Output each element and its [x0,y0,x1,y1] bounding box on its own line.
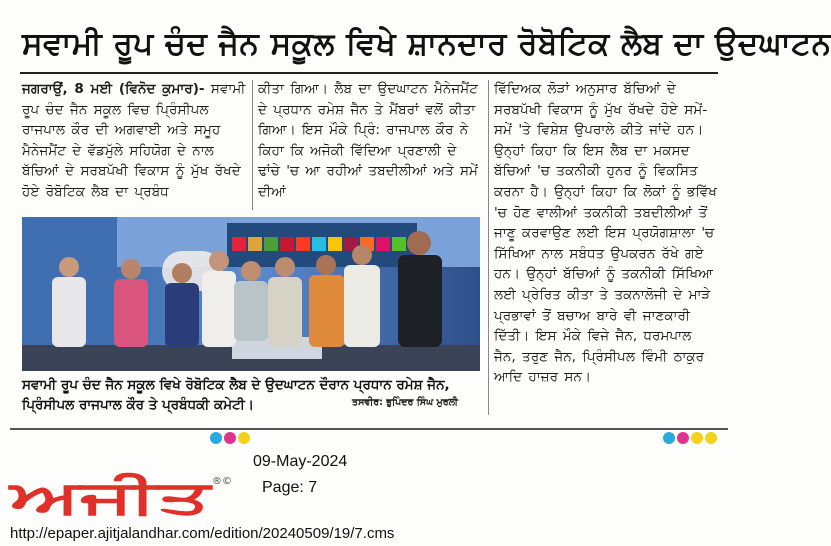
article-text-col2: ਕੀਤਾ ਗਿਆ। ਲੈਬ ਦਾ ਉਦਘਾਟਨ ਮੈਨੇਜਮੈਂਟ ਦੇ ਪ੍ਰਧਾਨ ਰਮੇਸ਼ ਜੈਨ ਤੇ ਮੈਂਬਰਾਂ ਵਲੋਂ ਕੀਤਾ ਗਿਆ। ਇਸ ਮੌਕੇ ਪ੍ਰਿੰ: ਰਾਜਪਾਲ ਕੌਰ ਨੇ ਕਿਹਾ ਕਿ ਅਜੋਕੀ ਵਿੱਦਿਆ ਪ੍ਰਣਾਲੀ ਦੇ ਢਾਂਚੇ 'ਚ ਆ ਰਹੀਆਂ ਤਬਦੀਲੀਆਂ ਅਤੇ ਸਮੇਂ ਦੀਆਂ [258,81,478,200]
article-dateline: ਜਗਰਾਉਂ, 8 ਮਈ (ਵਿਨੋਦ ਕੁਮਾਰ)- [22,81,205,97]
cmyk-dot-yellow [691,432,703,444]
news-photo [22,217,480,371]
article-text-col1: ਸਵਾਮੀ ਰੂਪ ਚੰਦ ਜੈਨ ਸਕੂਲ ਵਿਚ ਪ੍ਰਿੰਸੀਪਲ ਰਾਜਪਾਲ ਕੌਰ ਦੀ ਅਗਵਾਈ ਅਤੇ ਸਮੂਹ ਮੈਨੇਜਮੈਂਟ ਦੇ ਵੱਡਮੁੱਲੇ ਸਹਿਯੋਗ ਦੇ ਨਾਲ ਬੱਚਿਆਂ ਦੇ ਸਰਬਪੱਖੀ ਵਿਕਾਸ ਨੂੰ ਮੁੱਖ ਰੱਖਦੇ ਹੋਏ ਰੋਬੋਟਿਕ ਲੈਬ ਦਾ ਪ੍ਰਬੰਧ [22,81,246,200]
masthead-title: ਅਜੀਤ [6,470,213,524]
cmyk-dot-black [705,432,717,444]
cmyk-dot-cyan [210,432,222,444]
article-text-col3: ਵਿੱਦਿਅਕ ਲੋੜਾਂ ਅਨੁਸਾਰ ਬੱਚਿਆਂ ਦੇ ਸਰਬਪੱਖੀ ਵਿਕਾਸ ਨੂੰ ਮੁੱਖ ਰੱਖਦੇ ਹੋਏ ਸਮੇਂ-ਸਮੇਂ 'ਤੇ ਵਿਸ਼ੇਸ਼ ਉਪਰਾਲੇ ਕੀਤੇ ਜਾਂਦੇ ਹਨ। ਉਨ੍ਹਾਂ ਕਿਹਾ ਕਿ ਇਸ ਲੈਬ ਦਾ ਮਕਸਦ ਬੱਚਿਆਂ 'ਚ ਤਕਨੀਕੀ ਹੁਨਰ ਨੂੰ ਵਿਕਸਿਤ ਕਰਨਾ ਹੈ। ਉਨ੍ਹਾਂ ਕਿਹਾ ਕਿ ਲੋਕਾਂ ਨੂੰ ਭਵਿੱਖ 'ਚ ਹੋਣ ਵਾਲੀਆਂ ਤਕਨੀਕੀ ਤਬਦੀਲੀਆਂ ਤੋਂ ਜਾਣੂ ਕਰਵਾਉਣ ਲਈ ਇਸ ਪ੍ਰਯੋਗਸ਼ਾਲਾ 'ਚ ਸਿੱਖਿਆ ਨਾਲ ਸਬੰਧਤ ਉਪਕਰਨ ਰੱਖੇ ਗਏ ਹਨ। ਉਨ੍ਹਾਂ ਬੱਚਿਆਂ ਨੂੰ ਤਕਨੀਕੀ ਸਿੱਖਿਆ ਲਈ ਪ੍ਰੇਰਿਤ ਕੀਤਾ ਤੇ ਤਕਨਾਲੋਜੀ ਦੇ ਮਾੜੇ ਪ੍ਰਭਾਵਾਂ ਤੋਂ ਬਚਾਅ ਬਾਰੇ ਵੀ ਜਾਣਕਾਰੀ ਦਿੱਤੀ। ਇਸ ਮੌਕੇ ਵਿਜੇ ਜੈਨ, ਧਰਮਪਾਲ ਜੈਨ, ਤਰੁਣ ਜੈਨ, ਪ੍ਰਿੰਸੀਪਲ ਵਿੰਮੀ ਠਾਕੁਰ ਆਦਿ ਹਾਜ਼ਰ ਸਨ। [494,81,717,386]
ajit-masthead-logo [6,470,235,524]
article-column-3 [494,79,718,414]
article-column-1 [22,79,247,207]
page-number: Page: 7 [262,479,318,496]
headline-rule [20,72,718,74]
photo-credit: ਤਸਵੀਰ: ਭੁਪਿੰਦਰ ਸਿੰਘ ਮੁਰਲੀ [352,397,458,408]
column-divider [252,80,253,210]
cmyk-dot-magenta [677,432,689,444]
column-divider [488,80,489,415]
epaper-url[interactable]: http://epaper.ajitjalandhar.com/edition/20240509/19/7.cms [10,525,395,542]
cmyk-dot-cyan [663,432,675,444]
article-column-2 [258,79,482,207]
cmyk-dot-yellow [238,432,250,444]
page-bottom-rule [10,428,728,430]
registered-mark: ®© [212,476,232,487]
photo-caption: ਸਵਾਮੀ ਰੂਪ ਚੰਦ ਜੈਨ ਸਕੂਲ ਵਿਖੇ ਰੋਬੋਟਿਕ ਲੈਬ ਦੇ ਉਦਘਾਟਨ ਦੌਰਾਨ ਪ੍ਰਧਾਨ ਰਮੇਸ਼ ਜੈਨ, ਪ੍ਰਿੰਸੀਪਲ ਰਾਜਪਾਲ ਕੌਰ ਤੇ ਪ੍ਰਬੰਧਕੀ ਕਮੇਟੀ। [22,377,450,413]
photo-illustration [22,217,480,371]
cmyk-dot-magenta [224,432,236,444]
edition-date: 09-May-2024 [253,453,348,470]
article-headline: ਸਵਾਮੀ ਰੂਪ ਚੰਦ ਜੈਨ ਸਕੂਲ ਵਿਖੇ ਸ਼ਾਨਦਾਰ ਰੋਬੋਟਿਕ ਲੈਬ ਦਾ ਉਦਘਾਟਨ [22,26,831,62]
